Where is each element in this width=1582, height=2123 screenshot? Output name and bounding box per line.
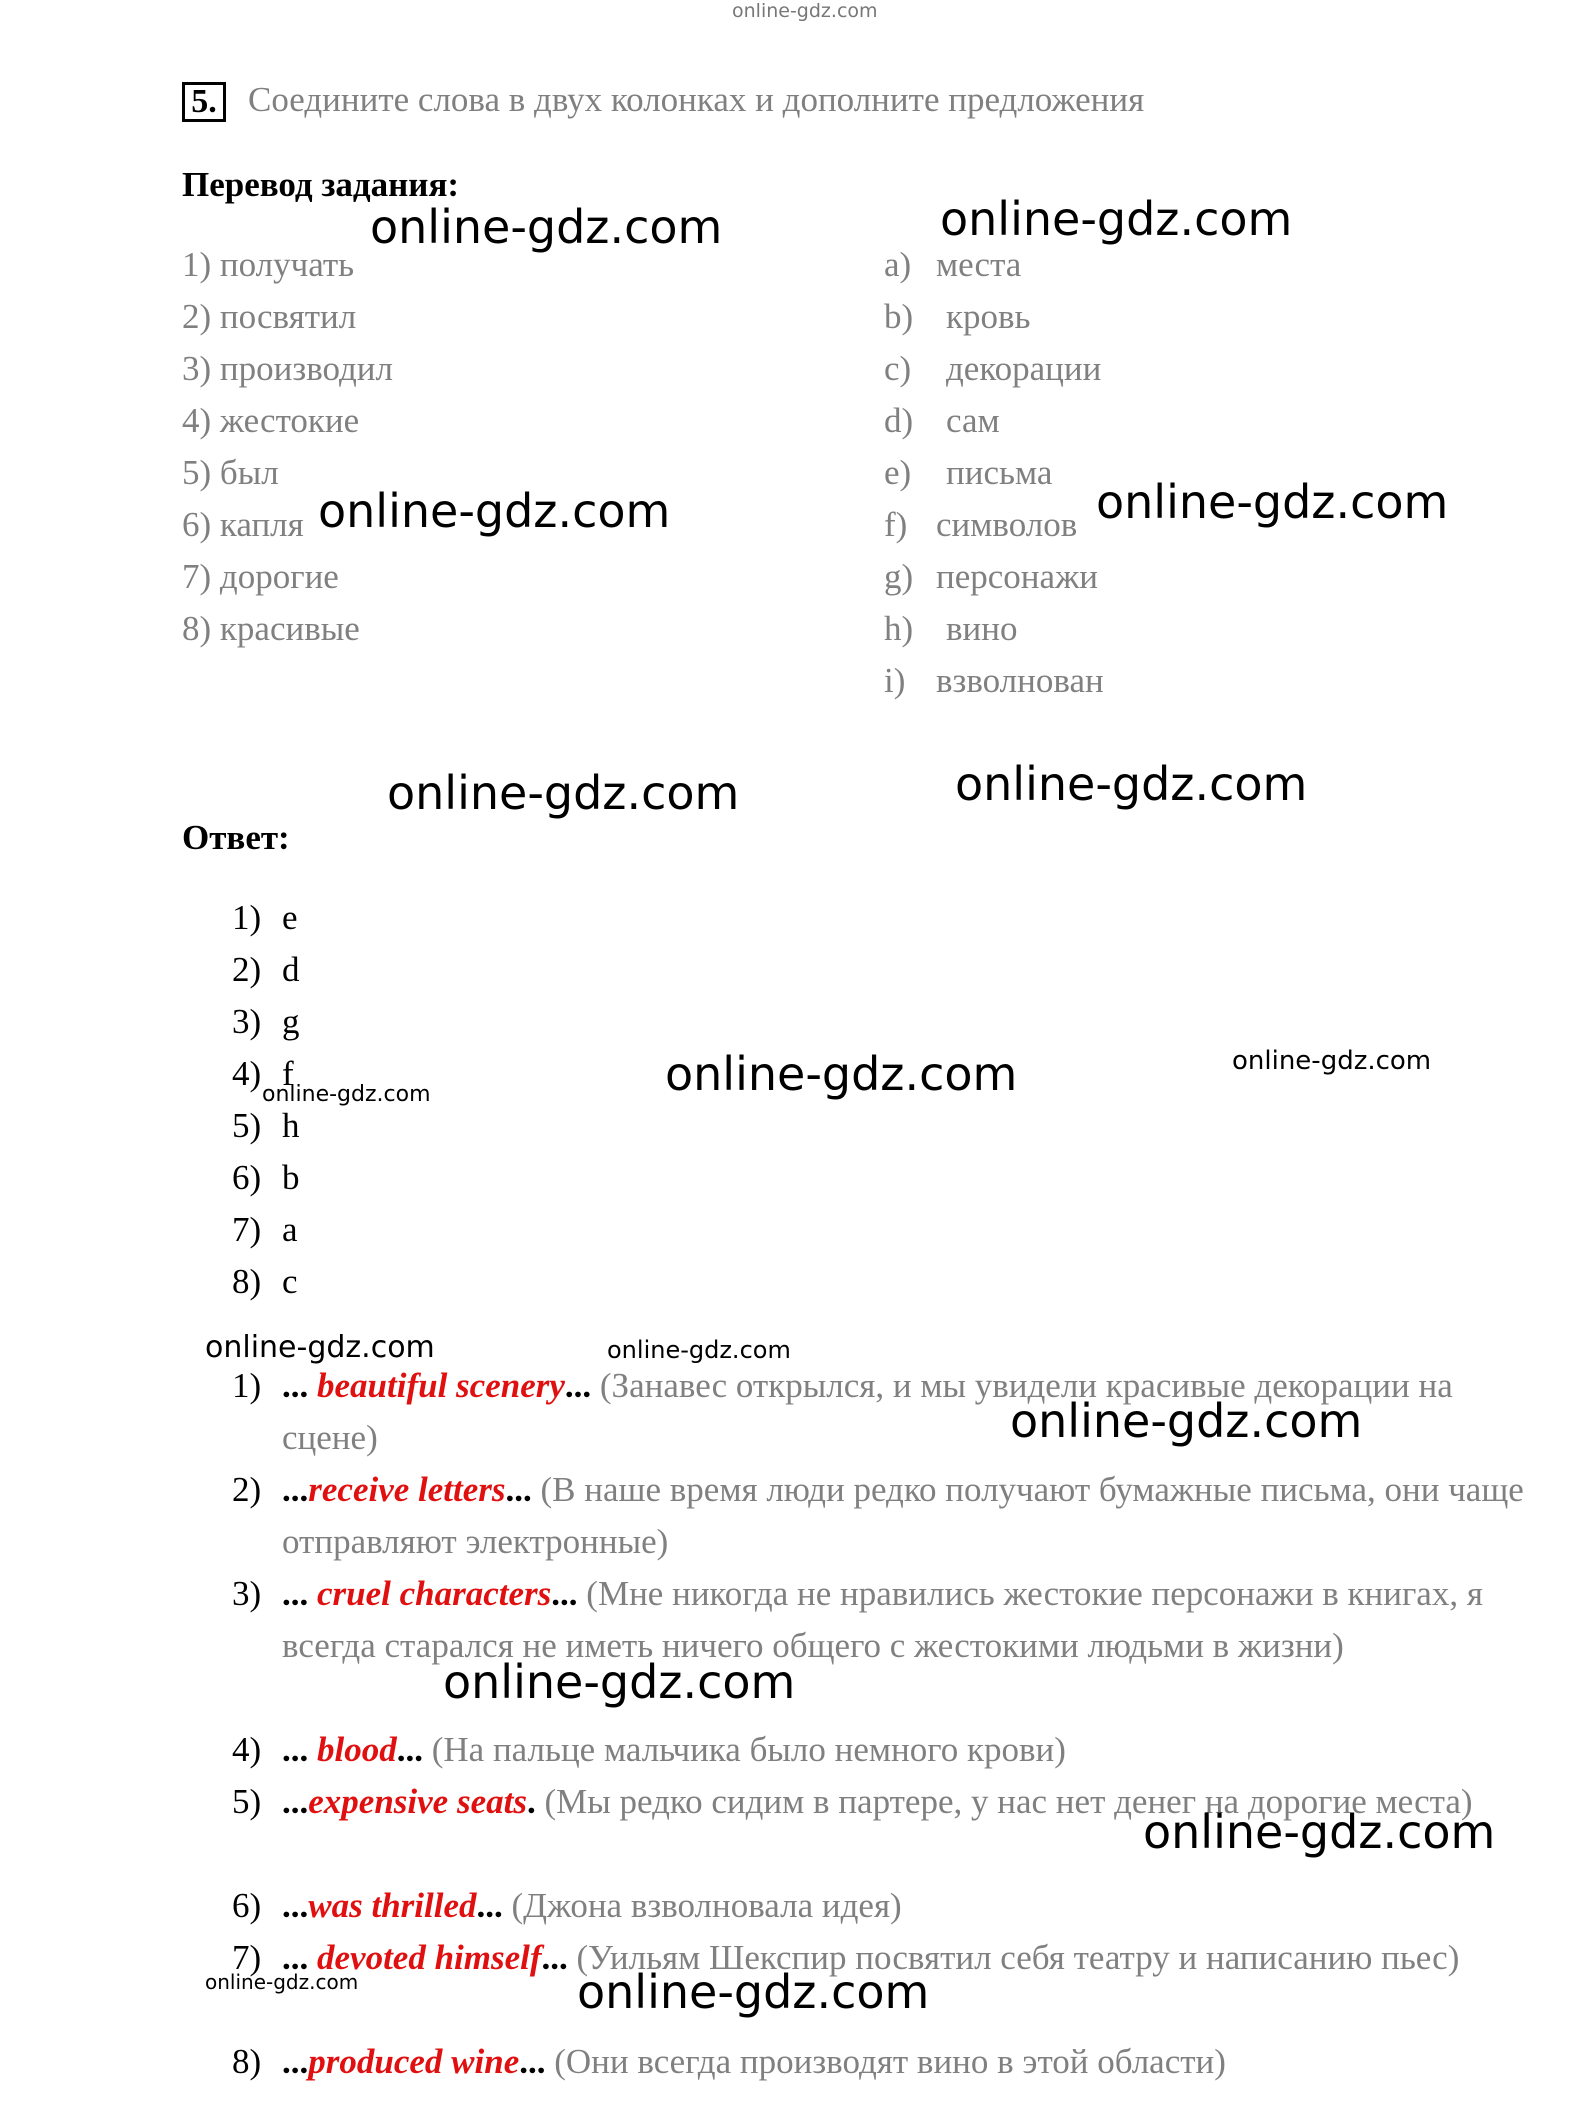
right-item-letter: b) (884, 297, 914, 336)
answer-key-number: 5) (232, 1106, 262, 1145)
watermark: online-gdz.com (262, 1082, 431, 1107)
watermark: online-gdz.com (577, 1965, 930, 2019)
watermark: online-gdz.com (370, 200, 723, 254)
sentence-number: 2) (232, 1470, 262, 1509)
translation-header: Перевод задания: (182, 165, 460, 204)
sentence-translation: (Мне никогда не нравились жестокие персонажи в книгах, я всегда старался не иметь ничего общего с жестокими людьми в жизни) (282, 1574, 1483, 1665)
sentence-answer: produced wine (308, 2042, 520, 2081)
watermark: online-gdz.com (940, 192, 1293, 246)
right-item-word: декорации (946, 349, 1102, 388)
watermark: online-gdz.com (1096, 475, 1449, 529)
sentence-item (232, 2036, 1532, 2088)
sentence-number: 7) (232, 1938, 262, 1977)
sentence-answer: cruel characters (317, 1574, 552, 1613)
answer-key-number: 8) (232, 1262, 262, 1301)
right-item-letter: g) (884, 557, 914, 596)
left-item: 5) был (182, 453, 279, 492)
sentence-translation: (Уильям Шекспир посвятил себя театру и написанию пьес) (576, 1938, 1460, 1977)
sentence-answer: devoted himself (317, 1938, 542, 1977)
left-item: 3) производил (182, 349, 393, 388)
watermark: online-gdz.com (318, 484, 671, 538)
right-item-letter: d) (884, 401, 914, 440)
right-item-letter: h) (884, 609, 914, 648)
left-item: 1) получать (182, 245, 355, 284)
watermark: online-gdz.com (955, 757, 1308, 811)
watermark: online-gdz.com (443, 1655, 796, 1709)
sentence-answer: blood (317, 1730, 397, 1769)
watermark: online-gdz.com (205, 1970, 359, 1994)
answer-key-letter: b (282, 1158, 300, 1197)
sentence-number: 4) (232, 1730, 262, 1769)
ellipsis: ... (476, 1886, 512, 1925)
sentence-translation: (Мы редко сидим в партере, у нас нет денег на дорогие места) (544, 1782, 1473, 1821)
answer-key-letter: g (282, 1002, 300, 1041)
answer-key-letter: f (282, 1054, 294, 1093)
ellipsis: ... (541, 1938, 577, 1977)
ellipsis: ... (282, 1938, 317, 1977)
answer-key-letter: c (282, 1262, 298, 1301)
ellipsis: ... (282, 1470, 309, 1509)
ellipsis: ... (551, 1574, 587, 1613)
right-item-word: кровь (946, 297, 1031, 336)
sentence-number: 6) (232, 1886, 262, 1925)
ellipsis: ... (505, 1470, 541, 1509)
sentence-item (232, 1724, 1532, 1776)
watermark: online-gdz.com (1010, 1394, 1363, 1448)
answer-key-number: 7) (232, 1210, 262, 1249)
answer-key-item (232, 1160, 300, 1195)
ellipsis: ... (519, 2042, 555, 2081)
right-item-word: места (936, 245, 1022, 284)
right-item-letter: e) (884, 453, 912, 492)
sentence-translation: (Джона взволновала идея) (511, 1886, 902, 1925)
answer-key-number: 3) (232, 1002, 262, 1041)
sentence-answer: receive letters (308, 1470, 506, 1509)
ellipsis: ... (282, 1782, 309, 1821)
right-item-word: персонажи (936, 557, 1098, 596)
answer-key-item (232, 1264, 298, 1299)
sentence-translation: (На пальце мальчика было немного крови) (431, 1730, 1066, 1769)
answer-key-item (232, 900, 298, 935)
sentence-translation: (Занавес открылся, и мы увидели красивые декорации на сцене) (282, 1366, 1453, 1457)
task-title: Соедините слова в двух колонках и дополните предложения (248, 80, 1145, 119)
answer-key-number: 4) (232, 1054, 262, 1093)
sentence-item (232, 1880, 1532, 1932)
ellipsis: ... (564, 1366, 600, 1405)
answer-key-item (232, 1108, 300, 1143)
right-item-word: взволнован (936, 661, 1104, 700)
sentence-item (232, 1464, 1532, 1568)
answer-key-number: 6) (232, 1158, 262, 1197)
left-item: 7) дорогие (182, 557, 339, 596)
ellipsis: ... (396, 1730, 432, 1769)
right-item-letter: c) (884, 349, 912, 388)
watermark: online-gdz.com (665, 1047, 1018, 1101)
left-item: 6) капля (182, 505, 304, 544)
ellipsis: ... (282, 1730, 317, 1769)
ellipsis: ... (282, 2042, 309, 2081)
answer-key-letter: a (282, 1210, 298, 1249)
ellipsis: ... (282, 1574, 317, 1613)
answer-key-item (232, 1212, 298, 1247)
answer-key-item (232, 952, 300, 987)
watermark: online-gdz.com (387, 766, 740, 820)
watermark: online-gdz.com (1143, 1805, 1496, 1859)
sentence-answer: was thrilled (308, 1886, 477, 1925)
ellipsis: . (526, 1782, 545, 1821)
right-item-word: вино (946, 609, 1018, 648)
right-item-letter: a) (884, 245, 912, 284)
sentence-number: 8) (232, 2042, 262, 2081)
ellipsis: ... (282, 1886, 309, 1925)
answer-key-letter: e (282, 898, 298, 937)
left-item: 4) жестокие (182, 401, 360, 440)
answer-key-number: 1) (232, 898, 262, 937)
right-item-word: письма (946, 453, 1053, 492)
sentence-number: 1) (232, 1366, 262, 1405)
top-watermark: online-gdz.com (732, 0, 878, 22)
sentence-item (232, 1568, 1532, 1672)
sentence-number: 5) (232, 1782, 262, 1821)
right-item-word: символов (936, 505, 1078, 544)
watermark: online-gdz.com (205, 1330, 435, 1365)
task-number: 5. (182, 82, 226, 122)
left-item: 8) красивые (182, 609, 360, 648)
right-item-letter: i) (884, 661, 906, 700)
answer-key-letter: d (282, 950, 300, 989)
sentence-answer: expensive seats (308, 1782, 527, 1821)
left-item: 2) посвятил (182, 297, 357, 336)
sentence-translation: (В наше время люди редко получают бумажные письма, они чаще отправляют электронные) (282, 1470, 1524, 1561)
answer-header: Ответ: (182, 818, 290, 857)
answer-key-number: 2) (232, 950, 262, 989)
sentence-answer: beautiful scenery (317, 1366, 565, 1405)
right-item-letter: f) (884, 505, 908, 544)
watermark: online-gdz.com (1232, 1046, 1432, 1076)
right-item-word: сам (946, 401, 1000, 440)
sentence-number: 3) (232, 1574, 262, 1613)
watermark: online-gdz.com (607, 1336, 791, 1364)
answer-key-item (232, 1004, 300, 1039)
answer-key-letter: h (282, 1106, 300, 1145)
ellipsis: ... (282, 1366, 317, 1405)
sentence-translation: (Они всегда производят вино в этой области) (554, 2042, 1226, 2081)
